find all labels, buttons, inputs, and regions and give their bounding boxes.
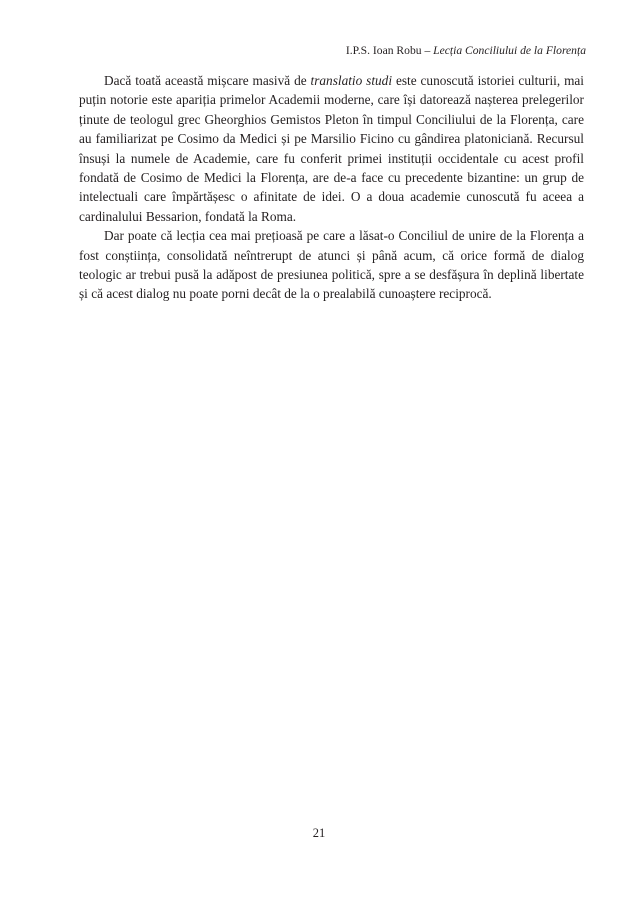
paragraph-1-emphasis: translatio studi xyxy=(310,73,393,88)
paragraph-2: Dar poate că lecția cea mai prețioasă pe care a lăsat-o Conciliul de unire de la Florența a fost conștiința, consolidată neîntrerupt de atunci și până acum, că orice formă de dialog teologic ar trebui pusă la adăpost de presiunea politică, spre a se desfășura în deplină libertate și că acest dialog nu poate porni decât de la o prealabilă cunoaștere reciprocă. xyxy=(79,228,584,302)
header-author: I.P.S. Ioan Robu xyxy=(345,44,422,57)
paragraph-1-after: este cunoscută istoriei culturii, mai puțin notorie este apariția primelor Academii moderne, care își datorează nașterea prelegerilor ținute de teologul grec Gheorghios Gemistos Pleton în timpul Conciliului de la Florența, care au familiarizat pe Cosimo da Medici și pe Marsilio Ficino cu gândirea platoniciană. Recursul însuși la numele de Academie, care fu conferit primei instituții occidentale cu acest profil fondată de Cosimo de Medici la Florența, are de-a face cu precedente bizantine: un grup de intelectuali care împărtășesc o afinitate de idei. O a doua academie cunoscută fu aceea a cardinalului Bessarion, fondată la Roma. xyxy=(79,73,585,224)
running-header xyxy=(346,44,586,58)
paragraph-1 xyxy=(79,71,584,226)
page-number: 21 xyxy=(312,826,326,840)
paragraph-1-before: Dacă toată această mișcare masivă de xyxy=(104,73,311,88)
header-title: Lecția Conciliului de la Florența xyxy=(433,44,586,57)
body-text xyxy=(79,71,584,304)
header-separator: – xyxy=(421,44,434,57)
